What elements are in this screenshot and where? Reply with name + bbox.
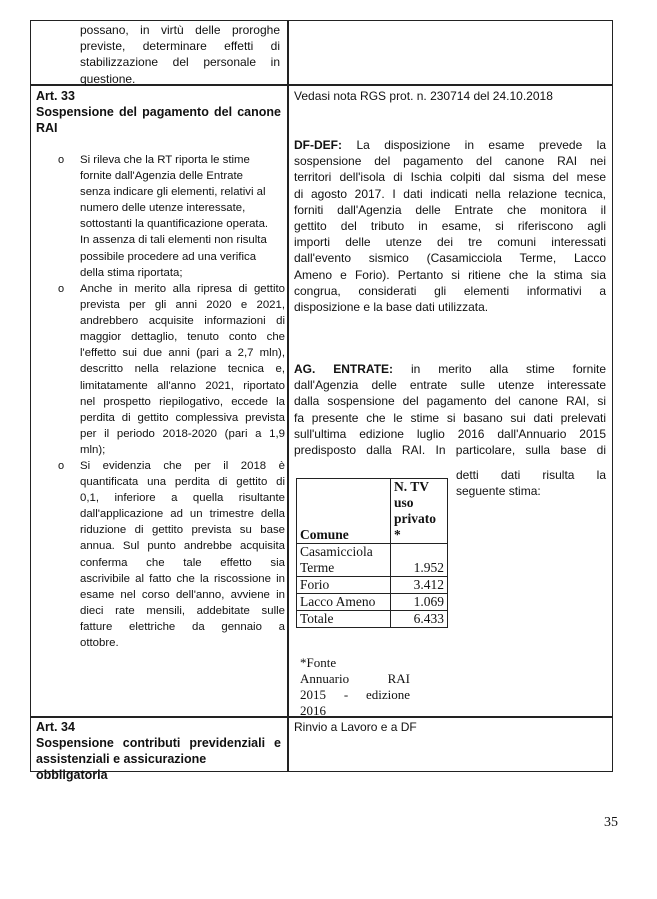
text-line: descritto nella relazione tecnica e, <box>80 363 285 376</box>
table-cell-comune: Totale <box>297 611 391 628</box>
table-cell-value: 1.069 <box>391 594 448 611</box>
text-span: La disposizione in esame prevede la <box>356 138 607 152</box>
art34-heading <box>36 719 281 783</box>
article-number: Art. 34 <box>36 720 75 734</box>
text-line: forniti dall'Agenzia delle Entrate che monitora il <box>294 202 606 217</box>
text-line: stabilizzazione del personale in <box>80 55 280 70</box>
article-title-line: Sospensione del pagamento del canone <box>36 105 281 119</box>
text-line: numero delle utenze interessate, <box>80 202 246 215</box>
text-line: Si evidenzia che per il 2018 è <box>80 460 285 472</box>
article-title-line: RAI <box>36 121 58 135</box>
text-line: mln); <box>80 443 106 456</box>
text-line: prevista per gli anni 2020 e 2021, <box>80 299 285 312</box>
text-line <box>294 361 606 377</box>
text-line: *Fonte <box>300 655 337 670</box>
text-line: 2016 <box>300 703 326 718</box>
text-line: possano, in virtù delle proroghe <box>80 23 280 37</box>
text-line: sull'ultima edizione luglio 2016 dall'Annuario 2015 <box>294 426 606 441</box>
article-number: Art. 33 <box>36 89 75 103</box>
text-line: Si rileva che la RT riporta le stime <box>80 154 250 166</box>
table-cell-value: 3.412 <box>391 577 448 594</box>
text-line: perdita di gettito complessiva prevista <box>80 411 285 424</box>
column-header-ntv: N. TV uso privato * <box>391 479 448 544</box>
article-title-line: assistenziali e assicurazione obbligatoria <box>36 752 207 782</box>
dfdef-paragraph <box>294 137 606 315</box>
text-line: predisposto dalla RAI. In particolare, sulla base di <box>294 443 606 458</box>
dfdef-label: DF-DEF: <box>294 138 342 152</box>
table-row <box>297 577 448 594</box>
list-item-text <box>80 281 285 458</box>
bullet-marker: o <box>58 154 65 166</box>
ag-entrate-continuation <box>456 467 606 499</box>
text-line: senza indicare gli elementi, relativi al <box>80 186 266 199</box>
text-span: in merito alla stime fornite <box>410 362 606 376</box>
table-row <box>297 544 448 577</box>
text-line: dieci rate mensili, addebitate sulle <box>80 604 285 617</box>
column-divider <box>287 20 289 772</box>
ag-entrate-label: AG. ENTRATE: <box>294 362 394 376</box>
text-line: previste, determinare effetti di <box>80 39 280 54</box>
text-line: Anche in merito alla ripresa di gettito <box>80 283 285 295</box>
table-cell-comune: Casamicciola Terme <box>297 544 391 577</box>
bullet-marker: o <box>58 283 65 295</box>
rinvio-text: Rinvio a Lavoro e a DF <box>294 720 417 734</box>
text-line: dall'evento sismico (Casamicciola Terme, Lacco <box>294 251 606 266</box>
text-line: limitatamente all'anno 2021, riportato <box>80 379 285 392</box>
continuation-text <box>80 22 280 87</box>
text-line: 0,1, inferiore a quella risultante <box>80 492 285 505</box>
table-row <box>297 611 448 628</box>
text-line: della stima riportata; <box>80 266 183 279</box>
text-line: maggior dettaglio, tenuto conto che <box>80 331 285 344</box>
text-line: nel prospetto riepilogativo, eccede la <box>80 395 285 408</box>
text-line: Annuario RAI <box>300 671 410 686</box>
text-line: detti dati risulta la <box>456 468 606 482</box>
text-line: questione. <box>80 71 136 86</box>
text-line: annua. Sul punto andrebbe acquisita <box>80 540 285 553</box>
text-line <box>294 137 606 153</box>
text-line: ascrivibile al fatto che la riscossione in <box>80 572 285 585</box>
source-footnote <box>300 655 410 719</box>
text-line: fa presente che le stime si basano sui dati prelevati <box>294 410 606 425</box>
text-line: possibile procedere ad una verifica <box>80 250 257 263</box>
text-line: dall'Agenzia delle entrate sulle utenze interessate <box>294 378 606 393</box>
text-line: disposizione e la base dati utilizzata. <box>294 300 489 315</box>
table-cell-comune: Lacco Ameno <box>297 594 391 611</box>
text-line: gettito del tributo in esame, si riferiscono agli <box>294 219 606 234</box>
table-row <box>297 594 448 611</box>
table-cell-value: 1.952 <box>391 544 448 577</box>
text-line: importi delle utenze dei tre comuni interessati <box>294 235 606 250</box>
text-line: esame nel corso dell'anno, avviene in <box>80 588 285 601</box>
text-line: dall'applicazione ad un trimestre della <box>80 508 285 521</box>
column-header-comune: Comune <box>297 479 391 544</box>
list-item-text <box>80 458 285 651</box>
text-line: fornite dall'Agenzia delle Entrate <box>80 170 244 183</box>
list-item-text <box>80 152 285 281</box>
text-line: sottostanti la quantificazione operata. <box>80 218 269 231</box>
text-line: riduzione di gettito prevista su base <box>80 524 285 537</box>
text-line: congrua, considerati gli elementi informativi a <box>294 283 606 298</box>
ag-entrate-paragraph <box>294 361 606 458</box>
text-line: di agosto 2017. I dati indicati nella relazione tecnica, <box>294 186 606 201</box>
table-header-row <box>297 479 448 544</box>
bullet-marker: o <box>58 460 65 472</box>
table-cell-comune: Forio <box>297 577 391 594</box>
stima-table <box>296 478 448 628</box>
text-line: territori dell'isola di Ischia colpiti dal sisma del mese <box>294 170 606 185</box>
text-line: conferma che tale effetto sia <box>80 556 285 569</box>
text-line: andrebbero acquisite informazioni di <box>80 315 285 328</box>
text-line: ottobre. <box>80 637 119 650</box>
art33-heading <box>36 88 281 136</box>
article-title-line: Sospensione contributi previdenziali e <box>36 736 281 750</box>
text-line: dalla sospensione del pagamento del canone RAI, si <box>294 394 606 409</box>
text-line: 2015 - edizione <box>300 687 410 702</box>
table-cell-value: 6.433 <box>391 611 448 628</box>
text-line: quantificata una perdita di gettito di <box>80 476 285 489</box>
text-line: seguente stima: <box>456 484 541 499</box>
text-line: fatture elettriche da gennaio a <box>80 620 285 633</box>
text-line: In assenza di tali elementi non risulta <box>80 234 267 247</box>
text-line: sospensione del pagamento del canone RAI nei <box>294 154 606 169</box>
rgs-note-reference: Vedasi nota RGS prot. n. 230714 del 24.10.2018 <box>294 89 553 103</box>
text-line: l'effetto sui due anni (pari a 2,7 mln), <box>80 347 285 360</box>
page-number: 35 <box>604 815 618 830</box>
text-line: Ameno e Forio). Pertanto si ritiene che la stima sia <box>294 267 606 282</box>
text-line: per il periodo 2018-2020 (pari a 1,9 <box>80 427 285 440</box>
